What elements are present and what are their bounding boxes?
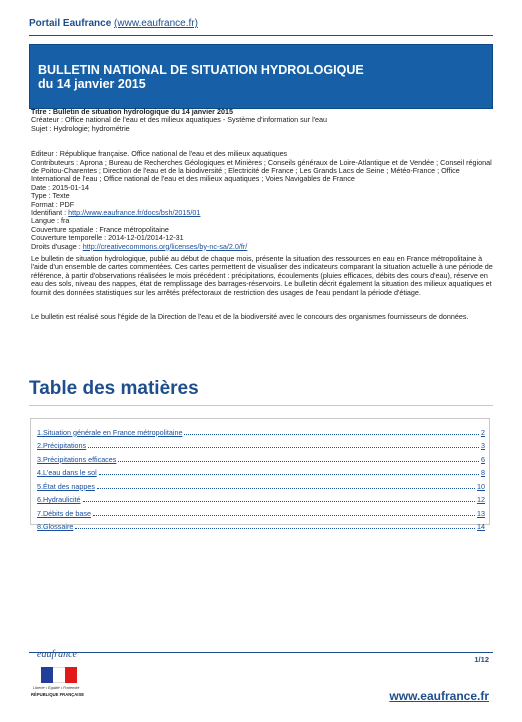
meta-couverture-temporelle: Couverture temporelle : 2014-12-01/2014-12-31 [31,234,184,243]
table-of-contents [30,418,490,531]
droits-link[interactable]: http://creativecommons.org/licenses/by-nc-sa/2.0/fr/ [82,242,248,251]
logo-wordmark: eaufrance [37,649,77,660]
page-number: 1/12 [474,655,489,664]
logo-motto: Liberté • Égalité • Fraternité [33,686,80,690]
toc-divider [29,405,493,406]
meta-date: Date : 2015-01-14 [31,183,89,192]
toc-entry[interactable] [37,437,485,451]
meta-droits [31,243,493,251]
toc-entry-page[interactable]: 12 [477,495,485,504]
meta-createur: Créateur : Office national de l'eau et des milieux aquatiques - Système d'information sur l'eau [31,116,328,125]
toc-entry[interactable] [37,464,485,478]
portal-header [29,18,198,29]
document-title [38,63,364,91]
toc-title: Table des matières [29,378,199,399]
toc-entry[interactable] [37,477,485,491]
title-line-1: BULLETIN NATIONAL DE SITUATION HYDROLOGIQUE [38,63,364,77]
identifiant-link[interactable]: http://www.eaufrance.fr/docs/bsh/2015/01 [68,209,201,218]
toc-entry-label[interactable]: 7.Débits de base [37,508,91,518]
toc-entry[interactable] [37,518,485,532]
meta-editeur: Éditeur : République française. Office national de l'eau et des milieux aquatiques [31,150,288,159]
toc-entry-page[interactable]: 3 [481,441,485,450]
logo-republic: RÉPUBLIQUE FRANÇAISE [31,692,85,697]
meta-langue: Langue : fra [31,217,70,226]
meta-couverture-spatiale: Couverture spatiale : France métropolitaine [31,225,169,234]
toc-entry[interactable] [37,491,485,505]
toc-entry-page[interactable]: 2 [481,427,485,437]
meta-identifiant [31,209,493,217]
header-divider [29,35,493,36]
meta-sujet: Sujet : Hydrologie; hydrométrie [31,124,130,133]
toc-entry-label[interactable]: 2.Précipitations [37,441,87,450]
meta-titre: Titre : Bulletin de situation hydrologique du 14 janvier 2015 [31,108,233,116]
toc-entry-page[interactable]: 10 [477,481,485,491]
toc-entry-label[interactable]: 5.État des nappes [37,481,95,491]
meta-identifiant-label: Identifiant : [31,209,69,218]
meta-droits-label: Droits d'usage : [31,242,83,251]
toc-entry-label[interactable]: 4.L'eau dans le sol [37,468,97,477]
toc-entry[interactable] [37,423,485,437]
toc-entry-page[interactable]: 8 [481,468,485,477]
title-banner [29,44,493,109]
toc-entry-label[interactable]: 6.Hydraulicité [37,495,81,504]
eaufrance-logo [29,645,99,705]
toc-entry[interactable] [37,450,485,464]
footer-url-link[interactable]: www.eaufrance.fr [389,689,489,703]
toc-entry-label[interactable]: 3.Précipitations efficaces [37,454,117,464]
portal-label: Portail Eaufrance [29,18,112,29]
toc-entry-label[interactable]: 1.Situation générale en France métropolitaine [37,427,183,437]
title-line-2: du 14 janvier 2015 [38,77,146,91]
toc-entry-page[interactable]: 6 [481,454,485,464]
toc-entry-page[interactable]: 14 [477,522,485,531]
intro-paragraph: Le bulletin de situation hydrologique, publié au début de chaque mois, présente la situation des ressources en eau en France métropolitaine à l'aide d'un ensemble de cartes commentées. Ces cartes permettent de visualiser des indicateurs comparant la situation actuelle à une période de référence, à partir d'observations réalisées le mois précédent : précipitations, écoulements (pluies efficaces, débits des cours d'eau), réserve en eau des sols, niveau des nappes, état de remplissage des barrages-réservoirs. Le bulletin décrit également la situation des milieux aquatiques et fournit des données statistiques sur les arrêtés préfectoraux de restriction des usages de l'eau pendant la période d'étiage. [31,254,493,297]
portal-link[interactable]: (www.eaufrance.fr) [114,18,198,29]
french-flag-icon [41,667,77,683]
meta-contributeurs: Contributeurs : Aprona ; Bureau de Recherches Géologiques et Minières ; Conseils généraux de Loire-Atlantique et de Vendée ; Conseil régional de Poitou-Charentes ; Direction de l'eau et de la biodiversité ; Electricité de France ; Les Grands Lacs de Seine ; Météo-France ; Office International de l'eau ; Office national de l'eau et des milieux aquatiques ; Voies Navigables de France [31,157,492,184]
toc-entry[interactable] [37,504,485,518]
toc-entry-label[interactable]: 8.Glossaire [37,522,74,531]
metadata-block [31,108,493,251]
meta-format: Format : PDF [31,200,75,209]
meta-type: Type : Texte [31,192,70,201]
toc-entry-page[interactable]: 13 [477,508,485,518]
egide-paragraph: Le bulletin est réalisé sous l'égide de la Direction de l'eau et de la biodiversité avec le concours des organismes fournisseurs de données. [31,312,469,321]
